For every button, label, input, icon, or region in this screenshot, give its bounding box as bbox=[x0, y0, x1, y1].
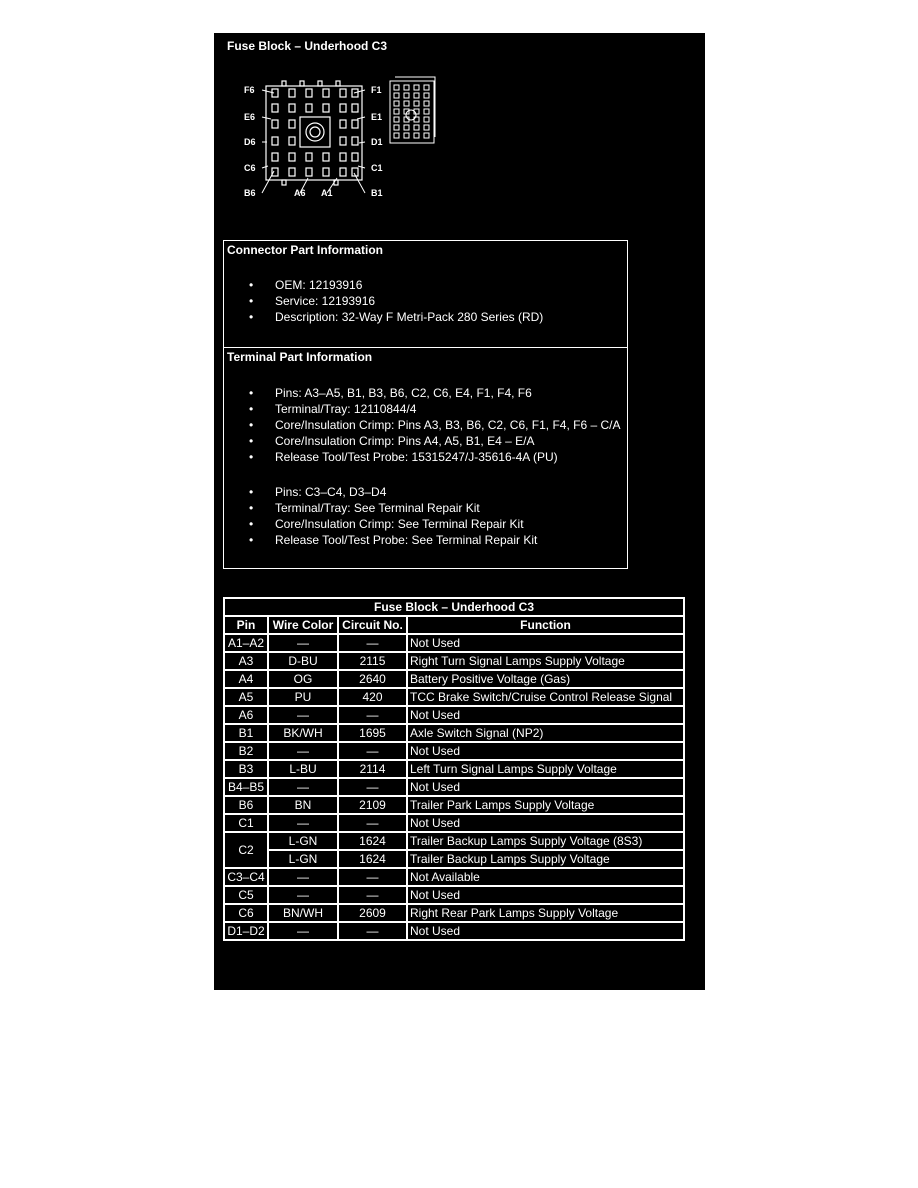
cell-function: Not Used bbox=[407, 814, 684, 832]
cell-function: TCC Brake Switch/Cruise Control Release Signal bbox=[407, 688, 684, 706]
label-c1: C1 bbox=[371, 163, 383, 173]
label-e1: E1 bbox=[371, 112, 383, 122]
cell-function: Right Rear Park Lamps Supply Voltage bbox=[407, 904, 684, 922]
cell-circuit: — bbox=[338, 886, 407, 904]
header-pin: Pin bbox=[224, 616, 268, 634]
cell-pin: B4–B5 bbox=[224, 778, 268, 796]
table-row bbox=[224, 742, 684, 760]
list-item: • OEM: 12193916 bbox=[224, 277, 543, 293]
list-item: • Core/Insulation Crimp: Pins A3, B3, B6, C2, C6, F1, F4, F6 – C/A bbox=[224, 417, 620, 433]
cell-pin: C3–C4 bbox=[224, 868, 268, 886]
cell-circuit: — bbox=[338, 742, 407, 760]
cell-pin: B2 bbox=[224, 742, 268, 760]
table-row bbox=[224, 868, 684, 886]
header-circuit: Circuit No. bbox=[338, 616, 407, 634]
label-e6: E6 bbox=[244, 112, 256, 122]
list-item: • Release Tool/Test Probe: See Terminal Repair Kit bbox=[224, 532, 537, 548]
cell-function: Left Turn Signal Lamps Supply Voltage bbox=[407, 760, 684, 778]
label-f1: F1 bbox=[371, 85, 382, 95]
cell-function: Trailer Park Lamps Supply Voltage bbox=[407, 796, 684, 814]
table-row bbox=[224, 652, 684, 670]
terminal-info-box bbox=[223, 347, 628, 569]
list-item: • Terminal/Tray: See Terminal Repair Kit bbox=[224, 500, 537, 516]
table-row bbox=[224, 634, 684, 652]
cell-color: — bbox=[268, 868, 338, 886]
label-a1: A1 bbox=[321, 188, 333, 198]
table-row bbox=[224, 706, 684, 724]
list-item: • Pins: A3–A5, B1, B3, B6, C2, C6, E4, F1, F4, F6 bbox=[224, 385, 620, 401]
cell-circuit: — bbox=[338, 778, 407, 796]
label-b1: B1 bbox=[371, 188, 383, 198]
cell-color: BN/WH bbox=[268, 904, 338, 922]
cell-circuit: — bbox=[338, 634, 407, 652]
cell-color: — bbox=[268, 742, 338, 760]
cell-color: BN bbox=[268, 796, 338, 814]
cell-function: Battery Positive Voltage (Gas) bbox=[407, 670, 684, 688]
cell-pin: A4 bbox=[224, 670, 268, 688]
cell-color: L-BU bbox=[268, 760, 338, 778]
connector-info-list bbox=[224, 277, 543, 325]
cell-pin: B3 bbox=[224, 760, 268, 778]
cell-function: Axle Switch Signal (NP2) bbox=[407, 724, 684, 742]
terminal-info-title: Terminal Part Information bbox=[227, 350, 373, 364]
document-panel bbox=[214, 33, 705, 990]
cell-circuit: 2114 bbox=[338, 760, 407, 778]
connector-diagram bbox=[214, 33, 705, 233]
cell-circuit: 2115 bbox=[338, 652, 407, 670]
cell-pin: C6 bbox=[224, 904, 268, 922]
cell-circuit: 1624 bbox=[338, 850, 407, 868]
table-row bbox=[224, 760, 684, 778]
table-row bbox=[224, 814, 684, 832]
terminal-info-list-1 bbox=[224, 385, 620, 465]
table-row bbox=[224, 904, 684, 922]
cell-pin: C5 bbox=[224, 886, 268, 904]
header-wire-color: Wire Color bbox=[268, 616, 338, 634]
cell-pin: A5 bbox=[224, 688, 268, 706]
cell-function: Not Used bbox=[407, 886, 684, 904]
label-b6: B6 bbox=[244, 188, 256, 198]
cell-circuit: 2109 bbox=[338, 796, 407, 814]
cell-pin: A6 bbox=[224, 706, 268, 724]
cell-circuit: — bbox=[338, 868, 407, 886]
diagram-title: Fuse Block – Underhood C3 bbox=[227, 39, 388, 53]
cell-circuit: 420 bbox=[338, 688, 407, 706]
cell-color: — bbox=[268, 814, 338, 832]
cell-pin: A3 bbox=[224, 652, 268, 670]
table-row bbox=[224, 796, 684, 814]
cell-circuit: — bbox=[338, 814, 407, 832]
cell-function: Not Used bbox=[407, 742, 684, 760]
cell-function: Not Available bbox=[407, 868, 684, 886]
cell-circuit: 2640 bbox=[338, 670, 407, 688]
cell-color: L-GN bbox=[268, 832, 338, 850]
cell-function: Not Used bbox=[407, 706, 684, 724]
cell-function: Trailer Backup Lamps Supply Voltage (8S3) bbox=[407, 832, 684, 850]
table-row bbox=[224, 832, 684, 850]
cell-circuit: — bbox=[338, 706, 407, 724]
label-f6: F6 bbox=[244, 85, 255, 95]
cell-color: — bbox=[268, 778, 338, 796]
header-function: Function bbox=[407, 616, 684, 634]
cell-function: Not Used bbox=[407, 922, 684, 940]
list-item: • Release Tool/Test Probe: 15315247/J-35616-4A (PU) bbox=[224, 449, 620, 465]
table-row bbox=[224, 922, 684, 940]
cell-circuit: 1695 bbox=[338, 724, 407, 742]
cell-circuit: 1624 bbox=[338, 832, 407, 850]
cell-function: Not Used bbox=[407, 634, 684, 652]
cell-color: L-GN bbox=[268, 850, 338, 868]
list-item: • Core/Insulation Crimp: Pins A4, A5, B1, E4 – E/A bbox=[224, 433, 620, 449]
list-item: • Core/Insulation Crimp: See Terminal Repair Kit bbox=[224, 516, 537, 532]
label-d1: D1 bbox=[371, 137, 383, 147]
table-row bbox=[224, 724, 684, 742]
terminal-info-list-2 bbox=[224, 484, 537, 548]
label-d6: D6 bbox=[244, 137, 256, 147]
cell-color: — bbox=[268, 706, 338, 724]
connector-info-box bbox=[223, 240, 628, 348]
cell-color: OG bbox=[268, 670, 338, 688]
cell-function: Trailer Backup Lamps Supply Voltage bbox=[407, 850, 684, 868]
list-item: • Pins: C3–C4, D3–D4 bbox=[224, 484, 537, 500]
table-row bbox=[224, 778, 684, 796]
connector-info-title: Connector Part Information bbox=[227, 243, 384, 257]
cell-circuit: 2609 bbox=[338, 904, 407, 922]
cell-color: BK/WH bbox=[268, 724, 338, 742]
cell-pin: A1–A2 bbox=[224, 634, 268, 652]
cell-color: — bbox=[268, 634, 338, 652]
cell-circuit: — bbox=[338, 922, 407, 940]
table-row bbox=[224, 850, 684, 868]
cell-function: Right Turn Signal Lamps Supply Voltage bbox=[407, 652, 684, 670]
label-c6: C6 bbox=[244, 163, 256, 173]
list-item: • Service: 12193916 bbox=[224, 293, 543, 309]
list-item: • Terminal/Tray: 12110844/4 bbox=[224, 401, 620, 417]
table-row bbox=[224, 688, 684, 706]
label-a6: A6 bbox=[294, 188, 306, 198]
cell-color: PU bbox=[268, 688, 338, 706]
cell-pin: C1 bbox=[224, 814, 268, 832]
list-item: • Description: 32-Way F Metri-Pack 280 Series (RD) bbox=[224, 309, 543, 325]
cell-pin: B1 bbox=[224, 724, 268, 742]
cell-pin: D1–D2 bbox=[224, 922, 268, 940]
cell-color: — bbox=[268, 922, 338, 940]
table-row bbox=[224, 886, 684, 904]
cell-color: — bbox=[268, 886, 338, 904]
pin-table bbox=[223, 597, 685, 941]
cell-function: Not Used bbox=[407, 778, 684, 796]
cell-pin: C2 bbox=[224, 832, 268, 868]
table-row bbox=[224, 670, 684, 688]
table-title: Fuse Block – Underhood C3 bbox=[224, 598, 684, 616]
cell-color: D-BU bbox=[268, 652, 338, 670]
cell-pin: B6 bbox=[224, 796, 268, 814]
